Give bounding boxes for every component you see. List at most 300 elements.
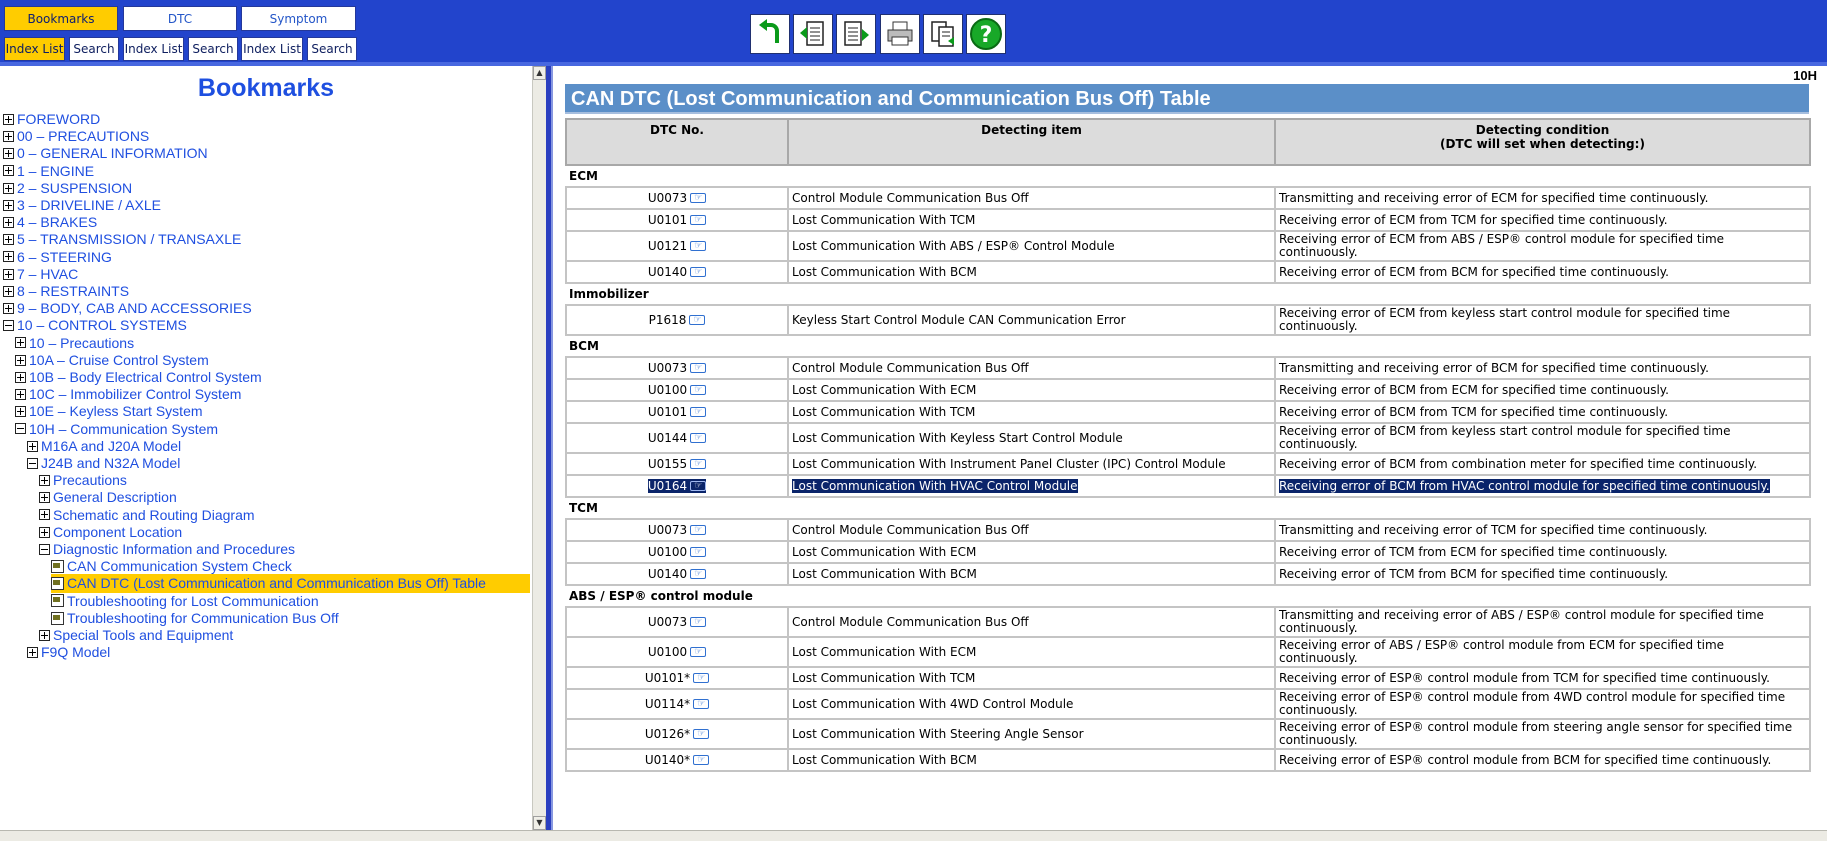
detecting-condition-cell — [1275, 401, 1810, 423]
expand-plus-icon[interactable] — [3, 286, 14, 297]
detecting-item-text: Lost Communication With BCM — [792, 566, 977, 581]
bookmark-node[interactable] — [3, 196, 161, 215]
dtc-code-cell — [566, 689, 788, 719]
table-row — [566, 401, 1810, 423]
expand-plus-icon[interactable] — [15, 406, 26, 417]
print-icon — [885, 19, 915, 49]
header-condition-line2: (DTC will set when detecting:) — [1440, 137, 1645, 151]
detecting-item-cell — [788, 563, 1275, 585]
dtc-code-cell — [566, 231, 788, 261]
reference-link-icon[interactable]: ☞ — [690, 525, 706, 535]
table-row — [566, 305, 1810, 335]
dtc-code: U0155 — [647, 456, 688, 471]
dtc-code: U0140 — [647, 264, 688, 279]
dtc-code-wrap — [648, 213, 706, 227]
dtc-code: U0101* — [644, 670, 691, 685]
scroll-down-arrow-icon[interactable]: ▼ — [533, 816, 546, 830]
detecting-item-text: Lost Communication With TCM — [792, 670, 976, 685]
bookmark-label: J24B and N32A Model — [41, 455, 181, 471]
detecting-item-cell — [788, 209, 1275, 231]
detecting-condition-text: Receiving error of BCM from ECM for specified time continuously. — [1279, 382, 1669, 397]
bookmark-label: Component Location — [53, 523, 183, 540]
table-row — [566, 519, 1810, 541]
detecting-condition-cell — [1275, 187, 1810, 209]
header-detecting-condition — [1275, 119, 1810, 165]
table-row — [566, 637, 1810, 667]
detecting-condition-cell — [1275, 667, 1810, 689]
print-button[interactable] — [880, 14, 920, 54]
detecting-item-text: Lost Communication With BCM — [792, 264, 977, 279]
bookmark-node[interactable] — [3, 265, 78, 284]
expand-plus-icon[interactable] — [3, 114, 14, 125]
expand-plus-icon[interactable] — [3, 131, 14, 142]
detecting-item-cell — [788, 607, 1275, 637]
dtc-code: U0073 — [647, 522, 688, 537]
bookmark-label: 10E – Keyless Start System — [29, 403, 203, 420]
detecting-condition-text: Receiving error of ECM from ABS / ESP® control module for specified time continuously. — [1279, 232, 1725, 259]
bookmark-label: FOREWORD — [17, 111, 101, 127]
table-row — [566, 187, 1810, 209]
next-page-icon — [841, 19, 871, 49]
dtc-code-wrap — [648, 479, 706, 493]
bookmark-node[interactable] — [3, 230, 241, 249]
dtc-code: U0100 — [647, 382, 688, 397]
table-row — [566, 719, 1810, 749]
table-row — [566, 689, 1810, 719]
document-page-icon — [51, 612, 64, 625]
bookmarks-index-list-button[interactable]: Index List — [4, 37, 65, 61]
detecting-condition-cell — [1275, 379, 1810, 401]
dtc-code-cell — [566, 209, 788, 231]
reference-link-icon[interactable]: ☞ — [690, 385, 706, 395]
table-row — [566, 475, 1810, 497]
bookmark-label: 8 – RESTRAINTS — [17, 283, 130, 299]
dtc-code: U0073 — [647, 190, 688, 205]
bookmark-node[interactable] — [3, 316, 187, 335]
dtc-code-cell — [566, 475, 788, 497]
reference-link-icon[interactable]: ☞ — [693, 673, 709, 683]
bookmark-label: Special Tools and Equipment — [53, 627, 234, 643]
bookmark-node[interactable] — [3, 179, 132, 198]
detecting-item-cell — [788, 231, 1275, 261]
dtc-code: U0073 — [647, 614, 688, 629]
svg-text:?: ? — [979, 23, 993, 48]
header-condition-line1: Detecting condition — [1475, 123, 1610, 137]
dtc-code-wrap — [648, 545, 706, 559]
bookmark-label: Precautions — [53, 472, 127, 489]
bookmark-label: Troubleshooting for Lost Communication — [67, 592, 319, 609]
collapse-minus-icon[interactable] — [27, 458, 38, 469]
expand-plus-icon[interactable] — [15, 355, 26, 366]
bookmarks-scrollbar[interactable] — [532, 66, 546, 830]
detecting-item-cell — [788, 541, 1275, 563]
document-pane — [553, 66, 1827, 830]
bookmark-node[interactable] — [3, 162, 94, 181]
scroll-up-arrow-icon[interactable]: ▲ — [533, 66, 546, 80]
detecting-condition-text: Receiving error of ABS / ESP® control module from ECM for specified time continuously. — [1279, 638, 1725, 665]
group-label: ECM — [566, 165, 1810, 187]
bookmark-label: F9Q Model — [41, 644, 111, 661]
dtc-search-button[interactable]: Search — [188, 37, 238, 61]
expand-plus-icon[interactable] — [39, 509, 50, 520]
detecting-item-text: Lost Communication With 4WD Control Module — [792, 696, 1074, 711]
status-bar — [0, 830, 1827, 841]
expand-plus-icon[interactable] — [3, 303, 14, 314]
dtc-code-wrap — [648, 615, 706, 629]
bookmark-label: Diagnostic Information and Procedures — [53, 541, 296, 557]
reference-link-icon[interactable]: ☞ — [690, 647, 706, 657]
bookmark-node[interactable] — [27, 437, 181, 456]
detecting-item-text: Lost Communication With TCM — [792, 212, 976, 227]
detecting-condition-text: Receiving error of ECM from keyless start control module for specified time continuously. — [1279, 306, 1731, 333]
dtc-code-cell — [566, 563, 788, 585]
expand-plus-icon[interactable] — [39, 630, 50, 641]
group-label: Immobilizer — [566, 283, 1810, 305]
bookmark-node[interactable] — [51, 574, 530, 593]
expand-plus-icon[interactable] — [3, 251, 14, 262]
header-dtc-no: DTC No. — [566, 119, 788, 165]
bookmark-label: 2 – SUSPENSION — [17, 179, 133, 196]
expand-plus-icon[interactable] — [15, 372, 26, 383]
dtc-code: U0121 — [647, 238, 688, 253]
bookmark-label: CAN Communication System Check — [67, 558, 292, 575]
detecting-item-text: Lost Communication With Keyless Start Control Module — [792, 430, 1123, 445]
bookmark-node[interactable] — [39, 626, 233, 645]
detecting-condition-cell — [1275, 305, 1810, 335]
reference-link-icon[interactable]: ☞ — [690, 193, 706, 203]
dtc-code: U0114* — [644, 696, 691, 711]
detecting-condition-text: Receiving error of TCM from ECM for specified time continuously. — [1279, 544, 1668, 559]
dtc-code-wrap — [648, 191, 706, 205]
bookmark-node[interactable] — [3, 248, 112, 267]
next-page-button[interactable] — [836, 14, 876, 54]
detecting-item-text: Control Module Communication Bus Off — [792, 522, 1029, 537]
dtc-code-cell — [566, 401, 788, 423]
document-title: CAN DTC (Lost Communication and Communication Bus Off) Table — [565, 84, 1809, 114]
detecting-condition-text: Receiving error of BCM from combination meter for specified time continuously. — [1279, 456, 1758, 471]
detecting-item-cell — [788, 519, 1275, 541]
group-row — [566, 585, 1810, 607]
detecting-condition-text: Receiving error of ESP® control module from TCM for specified time continuously. — [1279, 670, 1770, 685]
dtc-code-wrap — [648, 361, 706, 375]
detecting-condition-cell — [1275, 563, 1810, 585]
detecting-condition-cell — [1275, 261, 1810, 283]
dtc-code-cell — [566, 261, 788, 283]
expand-plus-icon[interactable] — [39, 527, 50, 538]
group-row — [566, 335, 1810, 357]
reference-link-icon[interactable]: ☞ — [690, 547, 706, 557]
expand-plus-icon[interactable] — [15, 337, 26, 348]
expand-plus-icon[interactable] — [3, 165, 14, 176]
tab-dtc[interactable]: DTC — [123, 6, 237, 31]
detecting-item-cell — [788, 357, 1275, 379]
dtc-code-wrap — [648, 405, 706, 419]
bookmark-label: M16A and J20A Model — [41, 437, 182, 454]
detecting-condition-cell — [1275, 475, 1810, 497]
detecting-condition-cell — [1275, 209, 1810, 231]
detecting-item-cell — [788, 637, 1275, 667]
dtc-code-wrap — [648, 431, 706, 445]
detecting-item-cell — [788, 423, 1275, 453]
detecting-condition-cell — [1275, 519, 1810, 541]
table-row — [566, 749, 1810, 771]
table-row — [566, 541, 1810, 563]
table-row — [566, 607, 1810, 637]
detecting-item-cell — [788, 719, 1275, 749]
detecting-item-cell — [788, 689, 1275, 719]
reference-link-icon[interactable]: ☞ — [690, 433, 706, 443]
expand-plus-icon[interactable] — [3, 200, 14, 211]
collapse-minus-icon[interactable] — [39, 544, 50, 555]
header-detecting-item: Detecting item — [788, 119, 1275, 165]
bookmark-label: 10C – Immobilizer Control System — [29, 386, 242, 403]
dtc-index-list-button[interactable]: Index List — [123, 37, 184, 61]
dtc-code-wrap — [645, 753, 709, 767]
dtc-code-wrap — [648, 567, 706, 581]
expand-plus-icon[interactable] — [15, 389, 26, 400]
dtc-code-cell — [566, 379, 788, 401]
dtc-code: U0073 — [647, 360, 688, 375]
prev-page-icon — [798, 19, 828, 49]
dtc-code-cell — [566, 357, 788, 379]
expand-plus-icon[interactable] — [3, 148, 14, 159]
dtc-code-wrap — [648, 457, 706, 471]
bookmark-label: Troubleshooting for Communication Bus Off — [67, 609, 339, 626]
bookmark-node[interactable] — [15, 402, 203, 421]
detecting-condition-text: Transmitting and receiving error of BCM for specified time continuously. — [1279, 360, 1709, 375]
reference-link-icon[interactable]: ☞ — [690, 459, 706, 469]
dtc-code: U0144 — [647, 430, 688, 445]
symptom-search-button[interactable]: Search — [307, 37, 357, 61]
bookmark-node[interactable] — [3, 110, 100, 129]
document-page-icon — [51, 577, 64, 590]
dtc-code-wrap — [645, 671, 709, 685]
detecting-condition-text: Receiving error of ESP® control module from BCM for specified time continuously. — [1279, 752, 1772, 767]
bookmark-label: 7 – HVAC — [17, 265, 79, 282]
table-row — [566, 261, 1810, 283]
table-row — [566, 379, 1810, 401]
bookmark-label: 10 – CONTROL SYSTEMS — [17, 317, 187, 334]
table-row — [566, 209, 1810, 231]
section-tag: 10H — [1793, 68, 1817, 83]
help-icon — [969, 17, 1003, 51]
detecting-item-cell — [788, 667, 1275, 689]
detecting-condition-text: Transmitting and receiving error of ECM for specified time continuously. — [1279, 190, 1709, 205]
dtc-code: P1618 — [648, 312, 687, 327]
reference-link-icon[interactable]: ☞ — [690, 407, 706, 417]
dtc-code-wrap — [648, 239, 706, 253]
detecting-item-text: Lost Communication With ABS / ESP® Control Module — [792, 238, 1115, 253]
bookmark-node[interactable] — [51, 609, 339, 628]
tab-bookmarks[interactable]: Bookmarks — [4, 6, 118, 31]
collapse-minus-icon[interactable] — [3, 320, 14, 331]
expand-plus-icon[interactable] — [3, 269, 14, 280]
bookmarks-pane — [0, 66, 532, 830]
detecting-condition-text: Receiving error of BCM from keyless start control module for specified time continuously. — [1279, 424, 1731, 451]
table-row — [566, 231, 1810, 261]
bookmarks-title: Bookmarks — [197, 74, 335, 102]
dtc-code: U0126* — [644, 726, 691, 741]
group-label: ABS / ESP® control module — [566, 585, 1810, 607]
detecting-item-cell — [788, 401, 1275, 423]
reference-link-icon[interactable]: ☞ — [690, 215, 706, 225]
copy-icon — [928, 19, 958, 49]
expand-plus-icon[interactable] — [3, 183, 14, 194]
detecting-condition-text: Receiving error of BCM from HVAC control module for specified time continuously. — [1279, 478, 1770, 493]
detecting-condition-cell — [1275, 231, 1810, 261]
back-button[interactable] — [750, 14, 790, 54]
detecting-condition-text: Receiving error of BCM from TCM for specified time continuously. — [1279, 404, 1669, 419]
bookmark-label: 0 – GENERAL INFORMATION — [17, 145, 208, 162]
bookmark-node[interactable] — [27, 454, 180, 473]
bookmark-node[interactable] — [3, 127, 149, 146]
detecting-condition-text: Receiving error of ECM from TCM for specified time continuously. — [1279, 212, 1668, 227]
expand-plus-icon[interactable] — [39, 475, 50, 486]
detecting-item-cell — [788, 305, 1275, 335]
expand-plus-icon[interactable] — [3, 217, 14, 228]
dtc-code-wrap — [648, 265, 706, 279]
detecting-item-text: Lost Communication With ECM — [792, 644, 977, 659]
bookmark-label: 3 – DRIVELINE / AXLE — [17, 197, 161, 213]
expand-plus-icon[interactable] — [39, 492, 50, 503]
detecting-condition-text: Receiving error of TCM from BCM for specified time continuously. — [1279, 566, 1669, 581]
group-label: BCM — [566, 335, 1810, 357]
bookmark-node[interactable] — [3, 144, 208, 163]
reference-link-icon[interactable]: ☞ — [693, 755, 709, 765]
bookmark-label: 4 – BRAKES — [17, 214, 98, 231]
table-row — [566, 667, 1810, 689]
reference-link-icon[interactable]: ☞ — [690, 617, 706, 627]
document-page-icon — [51, 560, 64, 573]
bookmark-node[interactable] — [39, 471, 127, 490]
group-row — [566, 283, 1810, 305]
bookmark-label: 10H – Communication System — [29, 420, 219, 437]
reference-link-icon[interactable]: ☞ — [690, 267, 706, 277]
expand-plus-icon[interactable] — [27, 647, 38, 658]
bookmark-node[interactable] — [51, 592, 319, 611]
reference-link-icon[interactable]: ☞ — [689, 315, 705, 325]
dtc-code-cell — [566, 749, 788, 771]
dtc-code-cell — [566, 519, 788, 541]
help-button[interactable] — [966, 14, 1006, 54]
bookmark-node[interactable] — [39, 540, 295, 559]
reference-link-icon[interactable]: ☞ — [693, 729, 709, 739]
detecting-condition-cell — [1275, 689, 1810, 719]
bookmark-node[interactable] — [51, 557, 292, 576]
document-page-icon — [51, 594, 64, 607]
bookmarks-search-button[interactable]: Search — [69, 37, 119, 61]
bookmark-label: 10 – Precautions — [29, 334, 135, 351]
table-row — [566, 563, 1810, 585]
bookmark-node[interactable] — [3, 213, 97, 232]
detecting-item-text: Keyless Start Control Module CAN Communication Error — [792, 312, 1126, 327]
bookmark-label: 00 – PRECAUTIONS — [17, 128, 150, 145]
bookmark-node[interactable] — [39, 506, 255, 525]
detecting-condition-text: Receiving error of ECM from BCM for specified time continuously. — [1279, 264, 1669, 279]
bookmark-node[interactable] — [15, 334, 134, 353]
dtc-code-wrap — [645, 697, 709, 711]
bookmark-node[interactable] — [15, 385, 241, 404]
detecting-item-text: Lost Communication With Instrument Panel Cluster (IPC) Control Module — [792, 456, 1226, 471]
expand-plus-icon[interactable] — [3, 234, 14, 245]
dtc-code-cell — [566, 719, 788, 749]
reference-link-icon[interactable]: ☞ — [690, 241, 706, 251]
dtc-code: U0100 — [647, 544, 688, 559]
dtc-code: U0140 — [647, 566, 688, 581]
bookmark-label: 1 – ENGINE — [17, 162, 95, 179]
detecting-item-cell — [788, 453, 1275, 475]
dtc-code-cell — [566, 453, 788, 475]
dtc-code-wrap — [648, 523, 706, 537]
bookmark-node[interactable] — [3, 299, 252, 318]
dtc-code: U0140* — [644, 752, 691, 767]
reference-link-icon[interactable]: ☞ — [690, 363, 706, 373]
bookmark-node[interactable] — [15, 351, 209, 370]
dtc-code: U0101 — [647, 212, 688, 227]
detecting-condition-cell — [1275, 423, 1810, 453]
dtc-code-cell — [566, 423, 788, 453]
table-row — [566, 423, 1810, 453]
bookmark-label: General Description — [53, 489, 177, 506]
copy-button[interactable] — [923, 14, 963, 54]
reference-link-icon[interactable]: ☞ — [690, 481, 706, 491]
detecting-condition-cell — [1275, 749, 1810, 771]
bookmark-node[interactable] — [39, 488, 177, 507]
previous-page-button[interactable] — [793, 14, 833, 54]
tab-symptom[interactable]: Symptom — [241, 6, 356, 31]
detecting-condition-text: Receiving error of ESP® control module from 4WD control module for specified time continuously. — [1279, 690, 1786, 717]
bookmark-label: CAN DTC (Lost Communication and Communication Bus Off) Table — [67, 575, 486, 592]
bookmark-node[interactable] — [3, 282, 129, 301]
dtc-code-cell — [566, 305, 788, 335]
reference-link-icon[interactable]: ☞ — [693, 699, 709, 709]
detecting-item-text: Lost Communication With ECM — [792, 544, 977, 559]
detecting-item-cell — [788, 749, 1275, 771]
detecting-item-text: Lost Communication With HVAC Control Module — [792, 478, 1078, 493]
detecting-item-text: Control Module Communication Bus Off — [792, 190, 1029, 205]
reference-link-icon[interactable]: ☞ — [690, 569, 706, 579]
dtc-code-wrap — [645, 727, 709, 741]
detecting-item-cell — [788, 261, 1275, 283]
bookmark-label: 5 – TRANSMISSION / TRANSAXLE — [17, 231, 242, 248]
expand-plus-icon[interactable] — [27, 441, 38, 452]
detecting-item-text: Control Module Communication Bus Off — [792, 614, 1029, 629]
detecting-condition-cell — [1275, 637, 1810, 667]
detecting-condition-cell — [1275, 719, 1810, 749]
detecting-condition-text: Transmitting and receiving error of TCM for specified time continuously. — [1279, 522, 1708, 537]
collapse-minus-icon[interactable] — [15, 423, 26, 434]
symptom-index-list-button[interactable]: Index List — [241, 37, 303, 61]
detecting-item-cell — [788, 379, 1275, 401]
dtc-table — [565, 118, 1811, 772]
dtc-code-cell — [566, 187, 788, 209]
bookmark-node[interactable] — [15, 368, 262, 387]
bookmark-node[interactable] — [15, 420, 218, 439]
table-row — [566, 453, 1810, 475]
group-row — [566, 497, 1810, 519]
top-toolbar — [0, 0, 1827, 66]
bookmark-node[interactable] — [39, 523, 182, 542]
bookmark-node[interactable] — [27, 643, 110, 662]
detecting-condition-cell — [1275, 541, 1810, 563]
detecting-condition-cell — [1275, 357, 1810, 379]
dtc-code-wrap — [649, 313, 706, 327]
dtc-code: U0164 — [647, 478, 688, 493]
detecting-condition-text: Transmitting and receiving error of ABS / ESP® control module for specified time continuously. — [1279, 608, 1764, 635]
detecting-condition-cell — [1275, 607, 1810, 637]
dtc-code-cell — [566, 667, 788, 689]
detecting-item-cell — [788, 475, 1275, 497]
